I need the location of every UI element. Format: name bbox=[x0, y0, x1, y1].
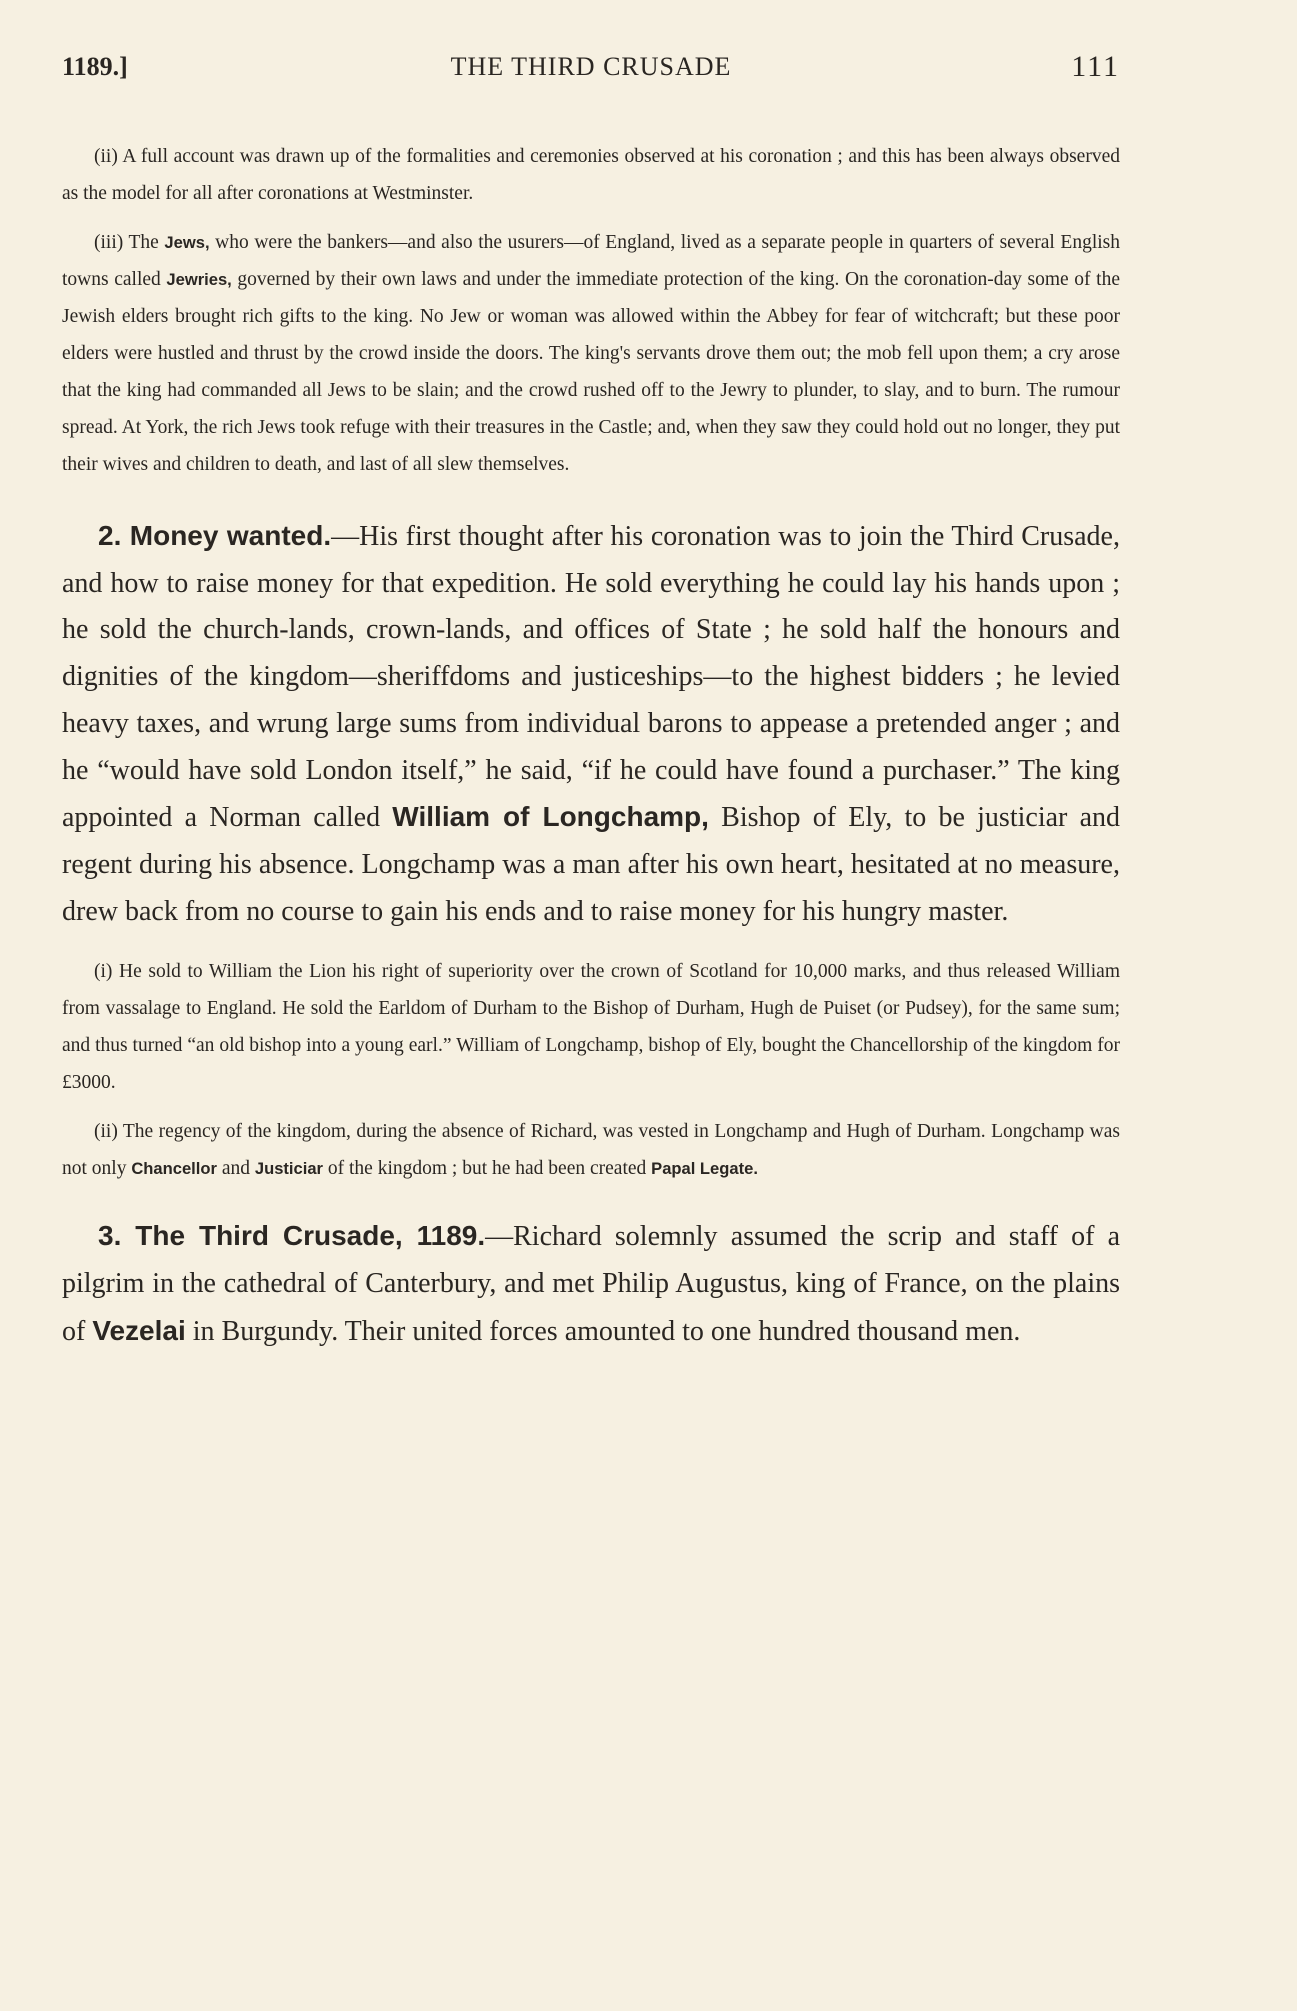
keyword-chancellor: Chancellor bbox=[131, 1159, 217, 1179]
page-number: 111 bbox=[1071, 50, 1120, 83]
section-2-heading: 2. Money wanted. bbox=[98, 520, 332, 551]
book-page bbox=[62, 52, 1120, 1355]
section-3-heading: 3. The Third Crusade, 1189. bbox=[98, 1220, 486, 1252]
keyword-jews: Jews, bbox=[164, 233, 210, 252]
section-third-crusade: 3. The Third Crusade, 1189.—Richard solemnly assumed the scrip and staff of a pilgrim in the cathedral of Canterbury, and met Philip Augustus, king of France, on the plains of Vezelai in Burgundy. Their united forces amounted to one hundred thousand men. bbox=[62, 1220, 1120, 1347]
note-i-sales: (i) He sold to William the Lion his right of superiority over the crown of Scotland for 10,000 marks, and thus released William from vassalage to England. He sold the Earldom of Durham to the Bishop of Durham, Hugh de Puiset (or Pudsey), for the same sum; and thus turned “an old bishop into a young earl.” William of Longchamp, bishop of Ely, bought the Chancellorship of the kingdom for £3000. bbox=[62, 961, 1120, 1094]
header-year: 1189.] bbox=[62, 52, 128, 81]
keyword-vezelai: Vezelai bbox=[92, 1314, 186, 1346]
note-ii-coronation: (ii) A full account was drawn up of the formalities and ceremonies observed at his coronation ; and this has been always observed as the model for all after coronations at Westminster. bbox=[62, 146, 1120, 204]
running-header bbox=[62, 52, 1120, 92]
section-money-wanted: 2. Money wanted.—His first thought after his coronation was to join the Third Crusade, and how to raise money for that expedition. He sold everything he could lay his hands upon ; he sold the church-lands, crown-lands, and offices of State ; he sold half the honours and dignities of the kingdom—sheriffdoms and justiceships—to the highest bidders ; he levied heavy taxes, and wrung large sums from individual barons to appease a pretended anger ; and he “would have sold London itself,” he said, “if he could have found a purchaser.” The king appointed a Norman called William of Longchamp, Bishop of Ely, to be justiciar and regent during his absence. Longchamp was a man after his own heart, hesitated at no measure, drew back from no course to gain his ends and to raise money for his hungry master. bbox=[62, 520, 1120, 927]
note-iii-jews: (iii) The Jews, who were the bankers—and also the usurers—of England, lived as a separate people in quarters of several English towns called Jewries, governed by their own laws and under the immediate protection of the king. On the coronation-day some of the Jewish elders brought rich gifts to the king. No Jew or woman was allowed within the Abbey for fear of witchcraft; but these poor elders were hustled and thrust by the crowd inside the doors. The king's servants drove them out; the mob fell upon them; a cry arose that the king had commanded all Jews to be slain; and the crowd rushed off to the Jewry to plunder, to slay, and to burn. The rumour spread. At York, the rich Jews took refuge with their treasures in the Castle; and, when they saw they could hold out no longer, they put their wives and children to death, and last of all slew themselves. bbox=[62, 232, 1120, 475]
header-title: THE THIRD CRUSADE bbox=[450, 52, 732, 81]
keyword-william-of-longchamp: William of Longchamp, bbox=[392, 801, 709, 833]
keyword-jewries: Jewries, bbox=[166, 270, 232, 289]
keyword-justiciar: Justiciar bbox=[254, 1159, 323, 1179]
note-ii-regency: (ii) The regency of the kingdom, during the absence of Richard, was vested in Longchamp and Hugh of Durham. Longchamp was not only Chancellor and Justiciar of the kingdom ; but he had been created Papal Legate. bbox=[62, 1121, 1120, 1180]
keyword-papal-legate: Papal Legate. bbox=[651, 1159, 758, 1179]
